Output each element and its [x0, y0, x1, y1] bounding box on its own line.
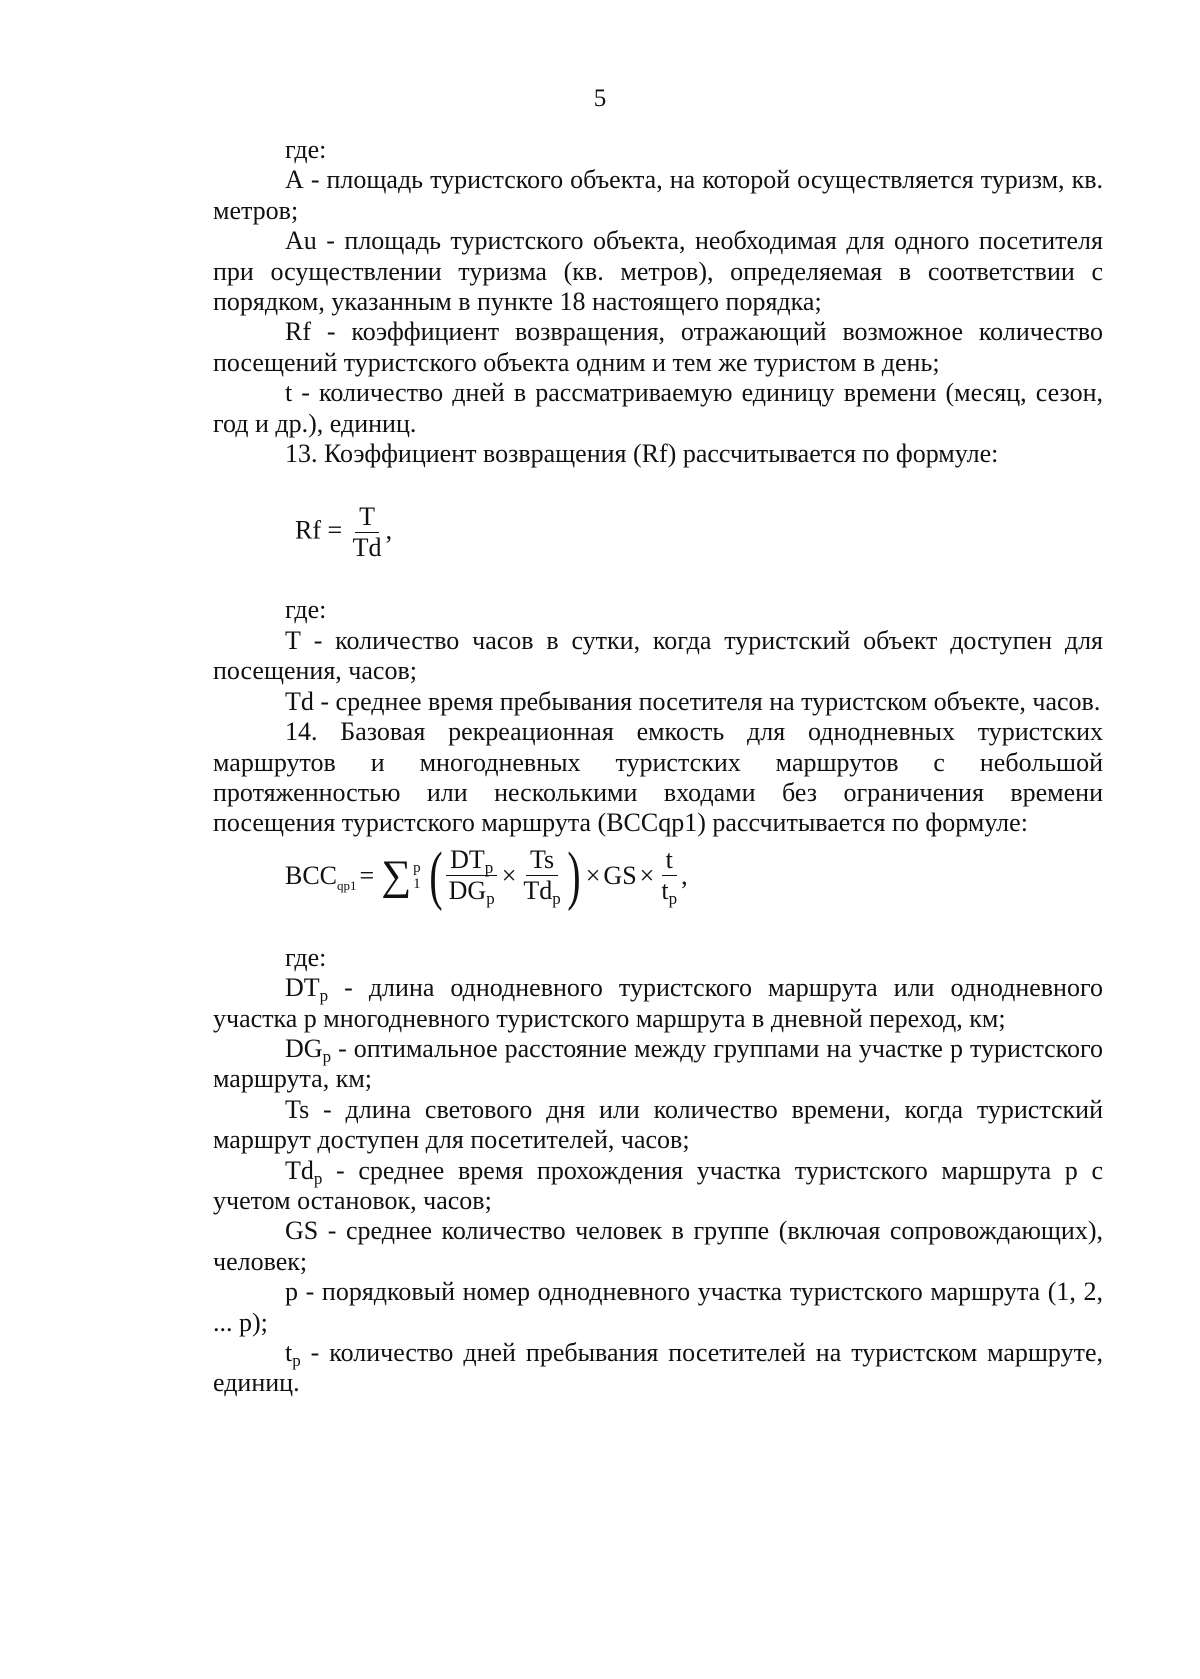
- clause-13: 13. Коэффициент возвращения (Rf) рассчитывается по формуле:: [285, 439, 999, 469]
- definition-tp: $t_p$ - количество дней пребывания посетителей на туристском маршруте, единиц.: [213, 1338, 1103, 1398]
- formula-rf-tail: ,: [385, 515, 393, 545]
- fraction-ts-td: $\frac{Ts}{Td_p}$: [523, 845, 561, 909]
- right-paren-icon: ): [567, 838, 581, 912]
- sum-limits: [413, 860, 421, 892]
- formula-rf-denominator: Td: [352, 533, 382, 563]
- definition-dgp: $DG_p$ - оптимальное расстояние между группами на участке р туристского маршрута, км;: [213, 1033, 1103, 1094]
- definition-gs: GS - среднее количество человек в группе (включая сопровождающих), человек;: [213, 1216, 1103, 1276]
- formula-rf: [213, 469, 1103, 595]
- definition-p: р - порядковый номер однодневного участка туристского маршрута (1, 2, ... р);: [213, 1277, 1103, 1337]
- fraction-dt-dg: $\frac{DT_p}{DG_p}$: [445, 846, 499, 905]
- definition-dtp: $DT_p$ - длина однодневного туристского маршрута или однодневного участка р многодневного туристского маршрута в дневной переход, км;: [213, 973, 1103, 1033]
- where-label-1: где:: [285, 135, 327, 164]
- definition-a: А - площадь туристского объекта, на которой осуществляется туризм, кв. метров;: [213, 165, 1103, 225]
- sum-lower: 1: [413, 875, 421, 892]
- formula-bcc-gs: GS: [603, 860, 637, 890]
- formula-bcc-equals: =: [359, 860, 375, 890]
- formula-bcc-tail: ,: [681, 860, 688, 890]
- definition-t: t - количество дней в рассматриваемую единицу времени (месяц, сезон, год и др.), единиц.: [213, 378, 1103, 438]
- left-paren-icon: (: [429, 838, 443, 912]
- formula-bcc: [213, 839, 1103, 943]
- where-label-2: где:: [285, 595, 327, 625]
- times-sign-2: ×: [585, 860, 601, 890]
- where-label-3: где:: [285, 942, 327, 972]
- page-number: 5: [593, 85, 607, 112]
- definition-T: Т - количество часов в сутки, когда туристский объект доступен для посещения, часов;: [213, 625, 1103, 686]
- definition-rf: Rf - коэффициент возвращения, отражающий возможное количество посещений туристского объекта одним и тем же туристом в день;: [213, 317, 1103, 377]
- sum-sign-icon: ∑: [381, 852, 412, 899]
- definition-tdp: $Td_p$ - среднее время прохождения участка туристского маршрута р с учетом остановок, часов;: [213, 1155, 1103, 1215]
- definition-ts: Ts - длина светового дня или количество времени, когда туристский маршрут доступен для посетителей, часов;: [213, 1094, 1103, 1155]
- formula-rf-numerator: T: [355, 503, 379, 533]
- times-sign-3: ×: [639, 860, 655, 890]
- times-sign-1: ×: [501, 860, 517, 890]
- definition-td: Td - среднее время пребывания посетителя на туристском объекте, часов.: [285, 686, 1101, 716]
- document-body: [213, 135, 1103, 1399]
- clause-14: 14. Базовая рекреационная емкость для однодневных туристских маршрутов и многодневных туристских маршрутов с небольшой протяженностью или несколькими входами без ограничения времени посещения туристского маршрута (BCCqp1) рассчитывается по формуле:: [213, 717, 1103, 838]
- formula-bcc-lhs: $BCC_{qp1}$: [285, 860, 357, 893]
- sum-upper: p: [413, 859, 421, 876]
- formula-rf-lhs: Rf =: [295, 515, 343, 545]
- definition-au: Au - площадь туристского объекта, необходимая для одного посетителя при осуществлении туризма (кв. метров), определяемая в соответствии с порядком, указанным в пункте 18 настоящего порядка;: [213, 226, 1103, 317]
- fraction-t-tp: $\frac{t}{t_p}$: [661, 845, 678, 909]
- formula-rf-fraction: [349, 503, 386, 562]
